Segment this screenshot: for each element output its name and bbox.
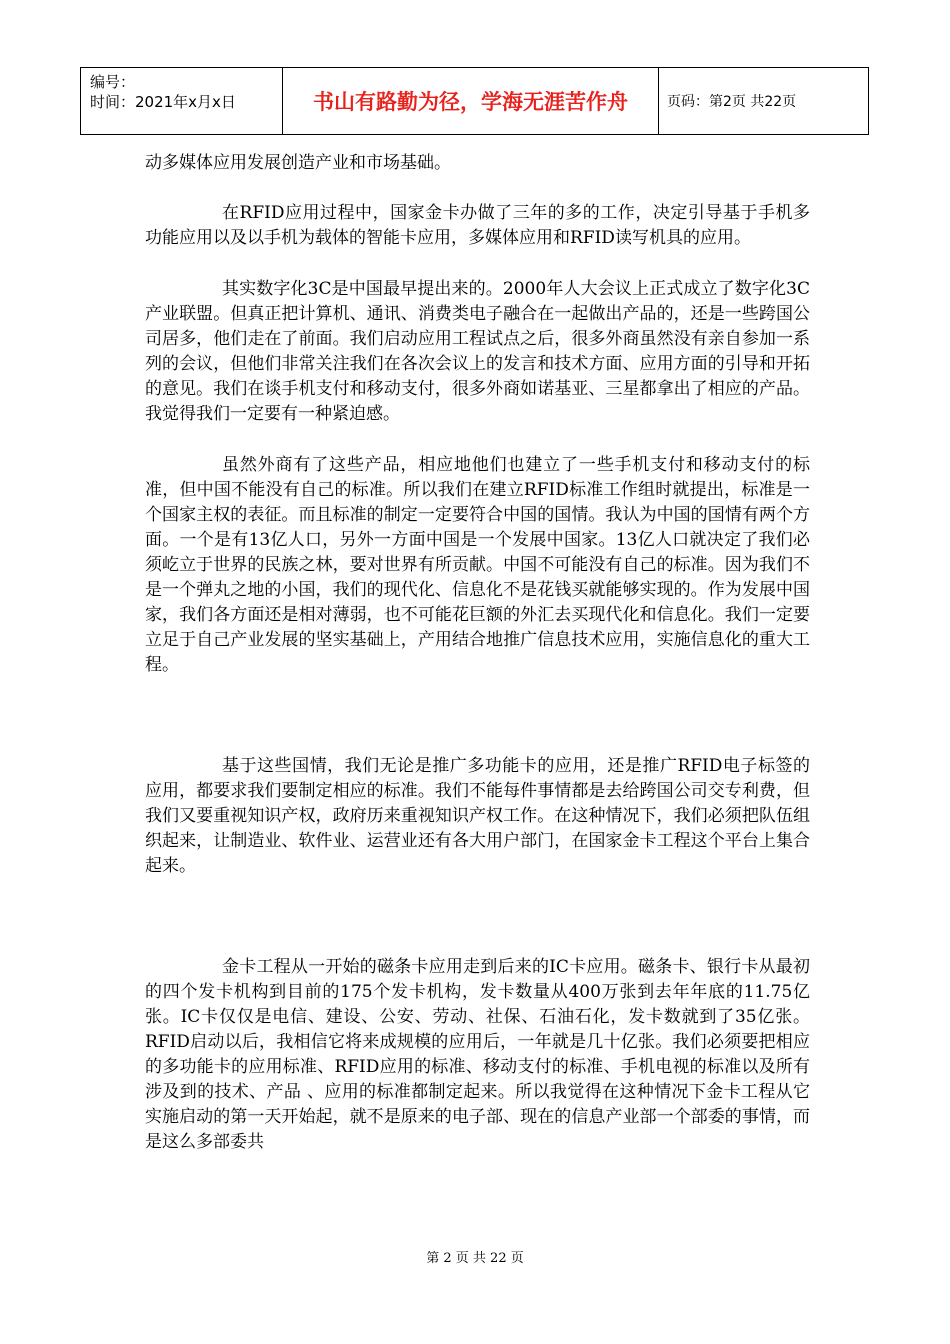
motto-text: 书山有路勤为径，学海无涯苦作舟 — [313, 90, 628, 114]
page-info-text: 页码：第2页 共22页 — [667, 94, 797, 110]
paragraph: 虽然外商有了这些产品，相应地他们也建立了一些手机支付和移动支付的标准，但中国不能没有自己的标准。所以我们在建立RFID标准工作组时就提出，标准是一个国家主权的表征。而且标准的制定一定要符合中国的国情。我认为中国的国情有两个方面。一个是有13亿人口，另外一方面中国是一个发展中国家。13亿人口就决定了我们必须屹立于世界的民族之林，要对世界有所贡献。中国不可能没有自己的标准。因为我们不是一个弹丸之地的小国，我们的现代化、信息化不是花钱买就能够实现的。作为发展中国家，我们各方面还是相对薄弱，也不可能花巨额的外汇去买现代化和信息化。我们一定要立足于自己产业发展的坚实基础上，产用结合地推广信息技术应用，实施信息化的重大工程。 — [145, 455, 810, 675]
page-footer — [0, 1247, 950, 1266]
header-motto-cell — [283, 68, 659, 134]
footer-page-number: 第 2 页 共 22 页 — [426, 1251, 524, 1266]
paragraph: 金卡工程从一开始的磁条卡应用走到后来的IC卡应用。磁条卡、银行卡从最初的四个发卡机构到目前的175个发卡机构，发卡数量从400万张到去年年底的11.75亿张。IC卡仅仅是电信、建设、公安、劳动、社保、石油石化，发卡数就到了35亿张。RFID启动以后，我相信它将来成规模的应用后，一年就是几十亿张。我们必须要把相应的多功能卡的应用标准、RFID应用的标准、移动支付的标准、手机电视的标准以及所有涉及到的技术、产品 、应用的标准都制定起来。所以我觉得在这种情况下金卡工程从它实施启动的第一天开始起，就不是原来的电子部、现在的信息产业部一个部委的事情，而是这么多部委共 — [145, 957, 810, 1152]
document-body — [145, 151, 810, 1155]
paragraph: 其实数字化3C是中国最早提出来的。2000年人大会议上正式成立了数字化3C产业联盟。但真正把计算机、通讯、消费类电子融合在一起做出产品的，还是一些跨国公司居多，他们走在了前面。我们启动应用工程试点之后，很多外商虽然没有亲自参加一系列的会议，但他们非常关注我们在各次会议上的发言和技术方面、应用方面的引导和开拓的意见。我们在谈手机支付和移动支付，很多外商如诺基亚、三星都拿出了相应的产品。我觉得我们一定要有一种紧迫感。 — [145, 279, 810, 424]
header-table — [80, 67, 869, 135]
paragraph: 动多媒体应用发展创造产业和市场基础。 — [145, 153, 451, 173]
paragraph: 在RFID应用过程中，国家金卡办做了三年的多的工作，决定引导基于手机多功能应用以及以手机为载体的智能卡应用，多媒体应用和RFID读写机具的应用。 — [145, 203, 810, 248]
document-time-label: 时间：2021年x月x日 — [90, 93, 236, 111]
header-meta-cell — [81, 68, 283, 134]
header-page-cell — [659, 68, 868, 134]
paragraph: 基于这些国情，我们无论是推广多功能卡的应用，还是推广RFID电子标签的应用，都要求我们要制定相应的标准。我们不能每件事情都是去给跨国公司交专利费，但我们又要重视知识产权，政府历来重视知识产权工作。在这种情况下，我们必须把队伍组织起来，让制造业、软件业、运营业还有各大用户部门，在国家金卡工程这个平台上集合起来。 — [145, 756, 810, 876]
document-number-label: 编号： — [90, 73, 136, 91]
